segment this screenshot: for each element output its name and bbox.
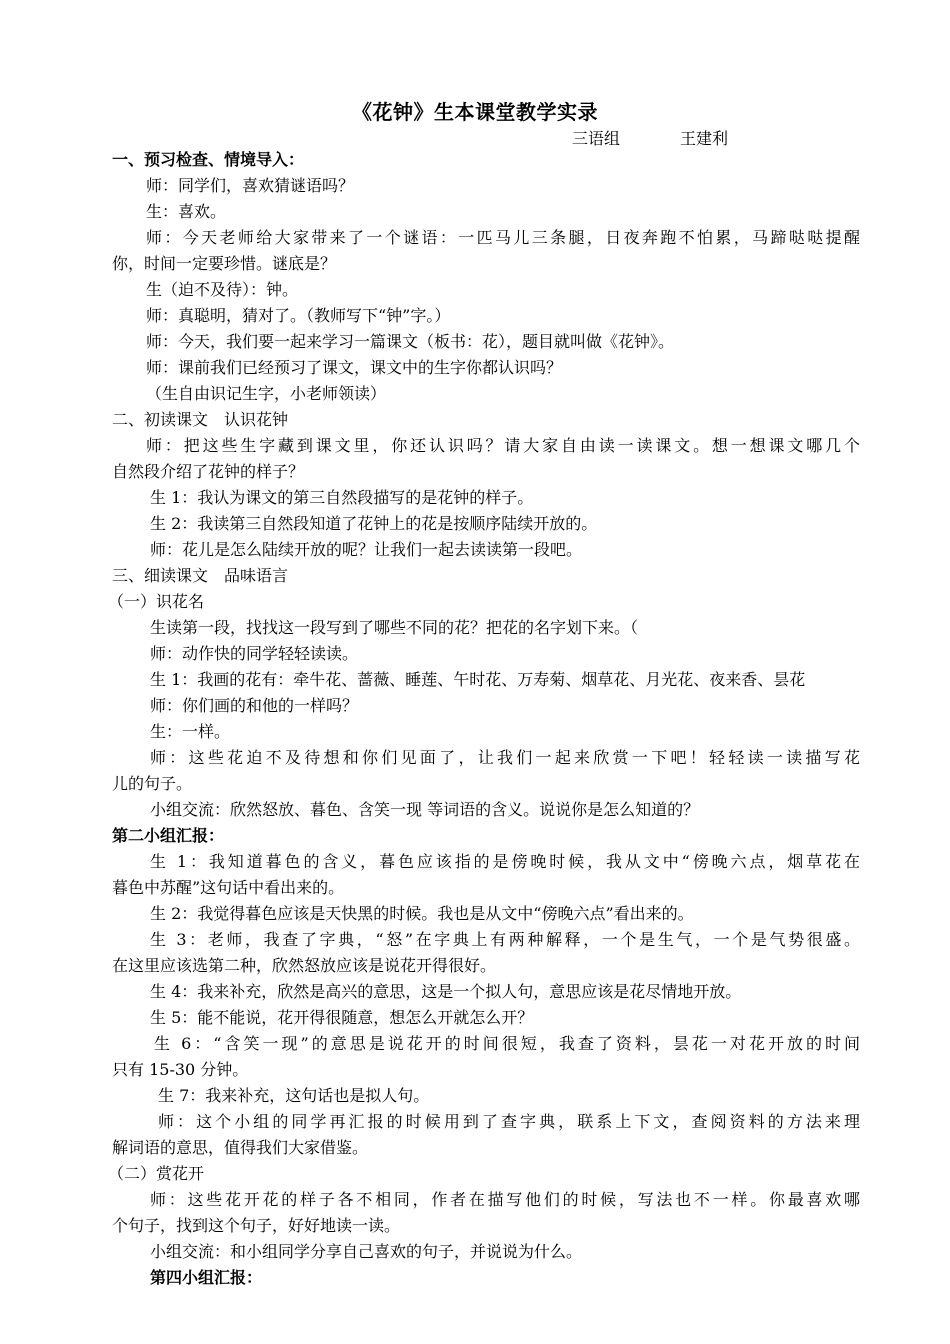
author-group: 三语组 — [572, 129, 621, 148]
text-line: 只有 15-30 分钟。 — [112, 1060, 249, 1079]
text-line: （一）识花名 — [108, 592, 205, 611]
text-line: 师：今天老师给大家带来了一个谜语：一匹马儿三条腿，日夜奔跑不怕累，马蹄哒哒提醒 — [146, 228, 860, 247]
text-line: 师：这些花迫不及待想和你们见面了，让我们一起来欣赏一下吧！轻轻读一读描写花 — [150, 748, 860, 767]
text-line: 生 5：能不能说，花开得很随意，想怎么开就怎么开？ — [150, 1008, 534, 1027]
text-line: 师：同学们，喜欢猜谜语吗？ — [146, 176, 355, 195]
text-line: 师：课前我们已经预习了课文，课文中的生字你都认识吗？ — [146, 358, 563, 377]
text-line: 生 7：我来补充，这句话也是拟人句。 — [158, 1086, 430, 1105]
text-line: 生 4：我来补充，欣然是高兴的意思，这是一个拟人句，意思应该是花尽情地开放。 — [150, 982, 742, 1001]
text-line: 生读第一段，找找这一段写到了哪些不同的花？把花的名字划下来。（ — [150, 618, 639, 637]
text-line: （二）赏花开 — [108, 1164, 205, 1183]
text-line: 师：这个小组的同学再汇报的时候用到了查字典，联系上下文，查阅资料的方法来理 — [158, 1112, 860, 1131]
text-line: 师：真聪明，猜对了。（教师写下“钟”字。） — [146, 306, 451, 325]
text-line: 暮色中苏醒”这句话中看出来的。 — [112, 878, 345, 897]
text-line: 生 2：我觉得暮色应该是天快黑的时候。我也是从文中“傍晚六点”看出来的。 — [150, 904, 694, 923]
section-heading: 第四小组汇报： — [150, 1268, 263, 1287]
text-line: 师：把这些生字藏到课文里，你还认识吗？请大家自由读一读课文。想一想课文哪几个 — [146, 436, 860, 455]
text-line: 生：喜欢。 — [146, 202, 227, 221]
text-line: 师：动作快的同学轻轻读读。 — [150, 644, 359, 663]
text-line: 儿的句子。 — [112, 774, 193, 793]
text-line: 在这里应该选第二种，欣然怒放应该是说花开得很好。 — [112, 956, 497, 975]
text-line: 生 6：“含笑一现”的意思是说花开的时间很短，我查了资料，昙花一对花开放的时间 — [154, 1034, 860, 1053]
text-line: 生 3：老师，我查了字典，“怒”在字典上有两种解释，一个是生气，一个是气势很盛。 — [150, 930, 860, 949]
text-line: 生 1：我知道暮色的含义，暮色应该指的是傍晚时候，我从文中“傍晚六点，烟草花在 — [150, 852, 860, 871]
text-line: 自然段介绍了花钟的样子？ — [112, 462, 305, 481]
text-line: 三、细读课文 品味语言 — [112, 566, 289, 585]
text-line: 解词语的意思，值得我们大家借鉴。 — [112, 1138, 369, 1157]
text-line: 生：一样。 — [150, 722, 231, 741]
text-line: 师：你们画的和他的一样吗？ — [150, 696, 359, 715]
section-heading: 一、预习检查、情境导入： — [112, 150, 305, 169]
author-name: 王建利 — [680, 129, 729, 148]
text-line: 生 2：我读第三自然段知道了花钟上的花是按顺序陆续开放的。 — [150, 514, 598, 533]
text-line: 生 1：我画的花有：牵牛花、蔷薇、睡莲、午时花、万寿菊、烟草花、月光花、夜来香、昙花 — [150, 670, 806, 689]
text-line: 小组交流：欣然怒放、暮色、含笑一现 等词语的含义。说说你是怎么知道的？ — [150, 800, 700, 819]
section-heading: 第二小组汇报： — [112, 826, 225, 845]
text-line: 生（迫不及待）：钟。 — [146, 280, 299, 299]
text-line: 二、初读课文 认识花钟 — [112, 410, 289, 429]
text-line: 个句子，找到这个句子，好好地读一读。 — [112, 1216, 401, 1235]
text-line: 小组交流：和小组同学分享自己喜欢的句子，并说说为什么。 — [150, 1242, 583, 1261]
text-line: 生 1：我认为课文的第三自然段描写的是花钟的样子。 — [150, 488, 534, 507]
text-line: 师：花儿是怎么陆续开放的呢？让我们一起去读读第一段吧。 — [150, 540, 583, 559]
text-line: （生自由识记生字，小老师领读） — [146, 384, 387, 403]
text-line: 你，时间一定要珍惜。谜底是？ — [112, 254, 337, 273]
text-line: 师：这些花开花的样子各不相同，作者在描写他们的时候，写法也不一样。你最喜欢哪 — [150, 1190, 860, 1209]
text-line: 师：今天，我们要一起来学习一篇课文（板书：花），题目就叫做《花钟》。 — [146, 332, 675, 351]
document-title: 《花钟》生本课堂教学实录 — [352, 100, 598, 124]
